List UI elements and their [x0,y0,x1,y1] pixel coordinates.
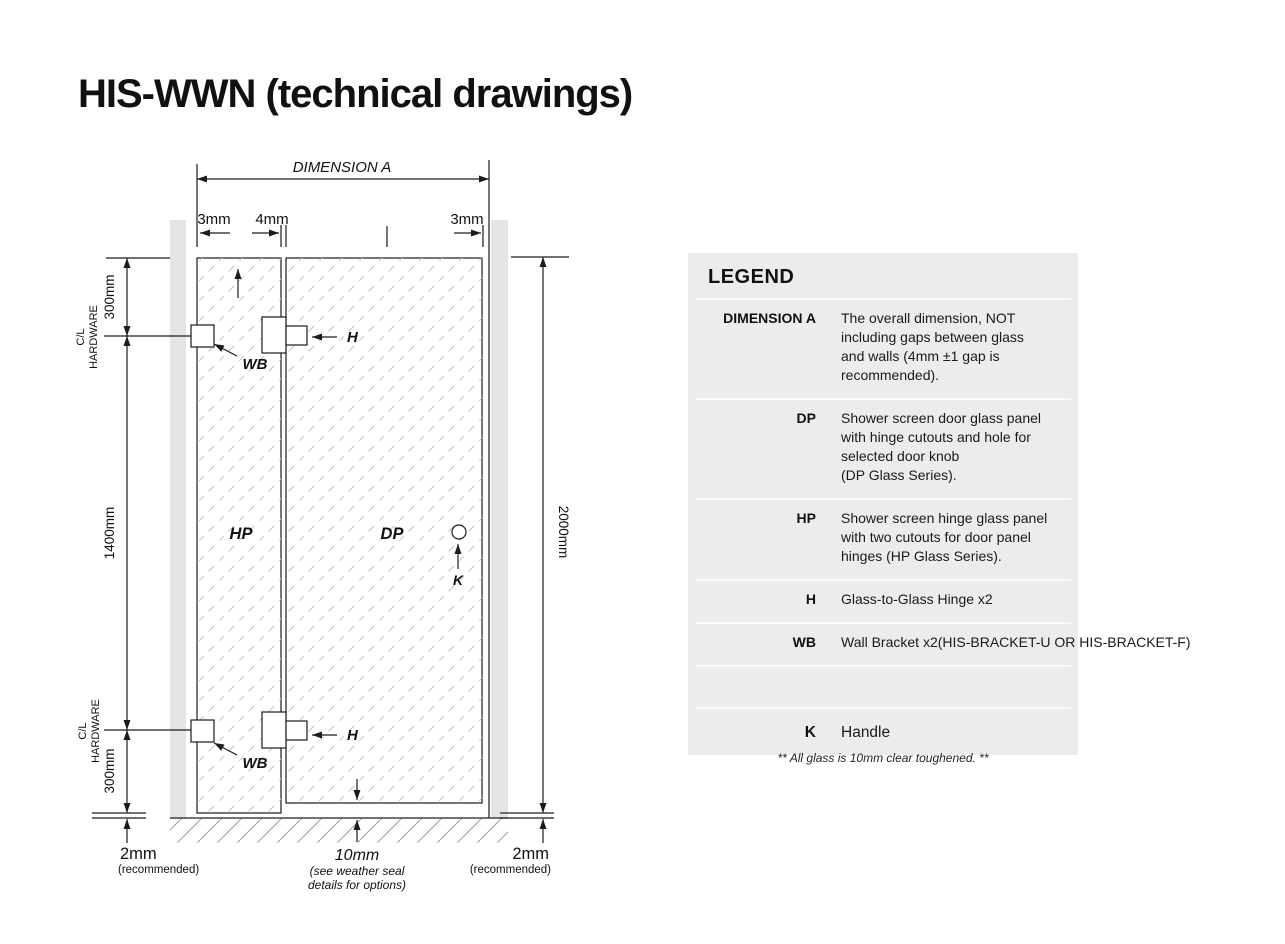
legend-footnote: ** All glass is 10mm clear toughened. ** [777,751,989,765]
legend-term: K [804,724,816,741]
legend-term: WB [792,634,816,650]
legend-panel [688,253,1191,755]
centerline-top-label-2: HARDWARE [88,305,100,369]
floor-gap-middle-value: 10mm [334,847,380,864]
wall-bracket-bottom-label: WB [242,755,268,772]
legend-row-dimension-a [688,300,1078,398]
floor-gap-middle-note-2: details for options) [307,878,407,892]
legend-spacer-row [688,667,1078,707]
dim-a-label: DIMENSION A [292,159,392,176]
floor-gap-right-value: 2mm [512,845,549,863]
handle-knob [452,525,466,539]
legend-row-k [688,709,1078,755]
gap-left-label: 3mm [197,211,231,228]
legend-term: DIMENSION A [723,310,816,326]
legend-desc: Shower screen hinge glass panel with two cutouts for door panel hinges (HP Glass Series). [841,510,1048,564]
legend-title: LEGEND [708,266,795,288]
hinge-bottom-label: H [347,727,358,744]
centerline-bottom-label-1: C/L [77,722,89,740]
legend-desc: The overall dimension, NOT including gaps between glass and walls (4mm ±1 gap is recommended). [841,310,1024,383]
hinge-top-body [262,317,286,353]
legend-desc: Shower screen door glass panel with hinge cutouts and hole for selected door knob (DP Glass Series). [841,410,1042,483]
floor-gap-left-value: 2mm [120,845,157,863]
dim-300-bottom-label: 300mm [102,748,117,794]
gap-middle-label: 4mm [255,211,289,228]
floor-gap-left-note: (recommended) [118,864,200,876]
dim-1400-label: 1400mm [102,506,117,560]
left-wall [170,220,186,818]
centerline-bottom-label-2: HARDWARE [90,699,102,763]
legend-row-h [688,581,1078,622]
legend-desc: Wall Bracket x2(HIS-BRACKET-U OR HIS-BRACKET-F) [841,634,1191,650]
legend-row-hp [688,500,1078,579]
hinge-bottom-plate [286,721,307,740]
technical-drawing [60,140,640,910]
wall-bracket-top-label: WB [242,356,268,373]
dim-2000-label: 2000mm [556,505,571,559]
legend-row-wb [688,624,1191,665]
legend-term: DP [796,410,816,426]
hinge-top-plate [286,326,307,345]
legend-desc: Glass-to-Glass Hinge x2 [841,591,993,607]
legend-term: H [805,591,816,607]
page-title: HIS-WWN (technical drawings) [78,72,633,116]
legend-desc: Handle [841,724,891,741]
dim-300-top-label: 300mm [102,274,117,320]
hinge-panel-label: HP [229,525,253,543]
wall-bracket-top [191,325,214,347]
floor-hatch [170,819,508,843]
legend-row-dp [688,400,1078,498]
gap-right-label: 3mm [450,211,484,228]
hinge-bottom-body [262,712,286,748]
right-wall [491,220,508,818]
handle-label: K [452,572,464,588]
wall-bracket-bottom [191,720,214,742]
legend-term: HP [796,510,816,526]
floor-gap-right-note: (recommended) [469,864,551,876]
centerline-top-label-1: C/L [75,328,87,346]
hinge-top-label: H [347,329,358,346]
floor-gap-middle-note-1: (see weather seal [309,864,405,878]
door-panel-label: DP [380,525,404,543]
